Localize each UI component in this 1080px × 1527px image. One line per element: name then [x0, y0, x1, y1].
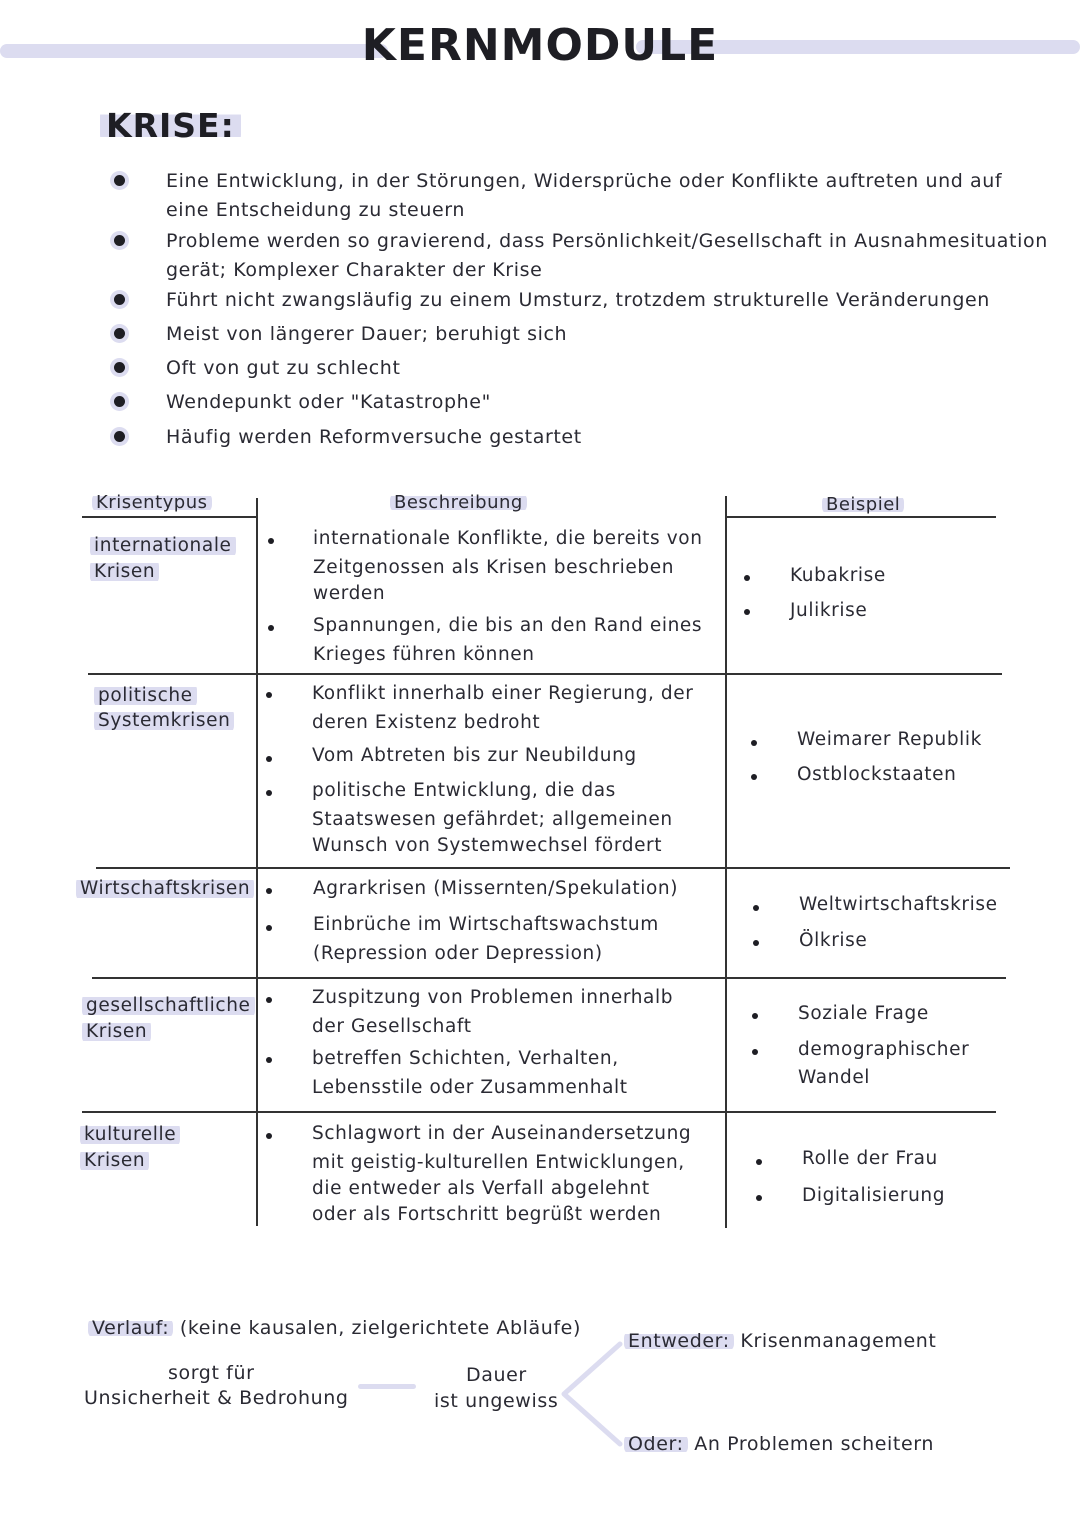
- row-example: Ölkrise: [799, 930, 868, 951]
- row-example: Wandel: [798, 1067, 871, 1088]
- row-description: betreffen Schichten, Verhalten,: [312, 1048, 619, 1069]
- row-example: Weltwirtschaftskrise: [799, 894, 998, 915]
- bullet-icon: [266, 1133, 272, 1139]
- row-type: Systemkrisen: [94, 707, 234, 734]
- row-description: Wunsch von Systemwechsel fördert: [312, 835, 663, 856]
- list-item-text: Führt nicht zwangsläufig zu einem Umsturz, trotzdem strukturelle Veränderungen: [166, 289, 990, 311]
- bullet-icon: [756, 1159, 762, 1165]
- bullet-icon: [753, 940, 759, 946]
- bullet-icon: [114, 396, 125, 407]
- bullet-icon: [744, 575, 750, 581]
- row-description: internationale Konflikte, die bereits von: [313, 528, 703, 549]
- row-description: politische Entwicklung, die das: [312, 780, 616, 801]
- list-item-text: Oft von gut zu schlecht: [166, 357, 401, 379]
- row-description: Krieges führen können: [313, 644, 535, 665]
- bullet-icon: [266, 925, 272, 931]
- row-description: werden: [313, 583, 386, 604]
- branch-arrow: [560, 1338, 630, 1450]
- row-example: Soziale Frage: [798, 1003, 929, 1024]
- bullet-icon: [751, 740, 757, 746]
- branch-lines: [564, 1344, 620, 1444]
- row-example: Digitalisierung: [802, 1185, 946, 1206]
- list-item-text: gerät; Komplexer Charakter der Krise: [166, 259, 543, 281]
- section-title: KRISE:: [100, 106, 241, 145]
- bullet-icon: [268, 538, 274, 544]
- column-header-description: Beschreibung: [390, 492, 527, 513]
- option-2: [624, 1433, 934, 1455]
- row-example: Rolle der Frau: [802, 1148, 938, 1169]
- row-description: Staatswesen gefährdet; allgemeinen: [312, 809, 673, 830]
- list-item-text: Wendepunkt oder "Katastrophe": [166, 391, 491, 413]
- bullet-icon: [756, 1195, 762, 1201]
- bullet-icon: [266, 692, 272, 698]
- header-line-left: [82, 516, 258, 518]
- bullet-icon: [114, 294, 125, 305]
- row-type: gesellschaftliche: [82, 992, 255, 1019]
- row-example: Ostblockstaaten: [797, 764, 957, 785]
- bullet-icon: [114, 235, 125, 246]
- column-divider-right: [725, 496, 727, 1228]
- column-header-example: Beispiel: [822, 494, 904, 515]
- option-1-text: Krisenmanagement: [740, 1330, 937, 1352]
- row-description: Konflikt innerhalb einer Regierung, der: [312, 683, 694, 704]
- row-description: die entweder als Verfall abgelehnt: [312, 1178, 650, 1199]
- verlauf-middle-line1: Dauer: [466, 1364, 527, 1386]
- row-divider: [88, 673, 1002, 675]
- row-description: deren Existenz bedroht: [312, 712, 541, 733]
- list-item-text: Probleme werden so gravierend, dass Persönlichkeit/Gesellschaft in Ausnahmesituation: [166, 230, 1048, 252]
- row-divider: [96, 867, 1010, 869]
- header-line-right: [726, 516, 996, 518]
- row-type: internationale: [90, 532, 236, 559]
- page-title: KERNMODULE: [361, 20, 719, 71]
- column-divider-left: [256, 498, 258, 1226]
- option-2-label: Oder:: [624, 1433, 688, 1455]
- row-description: Schlagwort in der Auseinandersetzung: [312, 1123, 692, 1144]
- row-description: Einbrüche im Wirtschaftswachstum: [313, 914, 659, 935]
- row-description: mit geistig-kulturellen Entwicklungen,: [312, 1152, 685, 1173]
- row-type: Wirtschaftskrisen: [76, 875, 254, 902]
- row-example: Kubakrise: [790, 565, 886, 586]
- verlauf-label: Verlauf:: [88, 1317, 173, 1339]
- option-1: [624, 1330, 936, 1352]
- verlauf-middle-line2: ist ungewiss: [434, 1390, 559, 1412]
- row-type: kulturelle: [80, 1121, 180, 1148]
- connector-line: [358, 1384, 416, 1389]
- row-type: Krisen: [80, 1147, 149, 1174]
- row-type: Krisen: [90, 558, 159, 585]
- row-type: Krisen: [82, 1018, 151, 1045]
- bullet-icon: [751, 774, 757, 780]
- row-example: Weimarer Republik: [797, 729, 982, 750]
- bullet-icon: [744, 609, 750, 615]
- option-1-label: Entweder:: [624, 1330, 734, 1352]
- bullet-icon: [266, 1057, 272, 1063]
- row-example: Julikrise: [790, 600, 868, 621]
- column-header-type: Krisentypus: [92, 492, 212, 513]
- row-description: Lebensstile oder Zusammenhalt: [312, 1077, 628, 1098]
- bullet-icon: [266, 997, 272, 1003]
- bullet-icon: [753, 905, 759, 911]
- row-description: Zuspitzung von Problemen innerhalb: [312, 987, 674, 1008]
- row-description: Spannungen, die bis an den Rand eines: [313, 615, 703, 636]
- list-item-text: eine Entscheidung zu steuern: [166, 199, 465, 221]
- bullet-icon: [114, 362, 125, 373]
- bullet-icon: [114, 431, 125, 442]
- row-divider: [92, 977, 1006, 979]
- row-description: oder als Fortschritt begrüßt werden: [312, 1204, 662, 1225]
- row-description: Zeitgenossen als Krisen beschrieben: [313, 557, 675, 578]
- bullet-icon: [266, 790, 272, 796]
- row-example: demographischer: [798, 1039, 970, 1060]
- verlauf-heading: [88, 1317, 581, 1339]
- row-description: der Gesellschaft: [312, 1016, 472, 1037]
- row-description: (Repression oder Depression): [313, 943, 603, 964]
- verlauf-left-line2: Unsicherheit & Bedrohung: [84, 1387, 349, 1409]
- row-description: Vom Abtreten bis zur Neubildung: [312, 745, 637, 766]
- bullet-icon: [752, 1049, 758, 1055]
- bullet-icon: [114, 175, 125, 186]
- bullet-icon: [114, 328, 125, 339]
- option-2-text: An Problemen scheitern: [694, 1433, 934, 1455]
- bullet-icon: [752, 1013, 758, 1019]
- list-item-text: Meist von längerer Dauer; beruhigt sich: [166, 323, 568, 345]
- bullet-icon: [266, 888, 272, 894]
- bullet-icon: [266, 756, 272, 762]
- row-type: politische: [94, 682, 197, 709]
- verlauf-left-line1: sorgt für: [168, 1362, 255, 1384]
- row-description: Agrarkrisen (Missernten/Spekulation): [313, 878, 679, 899]
- bullet-icon: [268, 625, 274, 631]
- verlauf-note: (keine kausalen, zielgerichtete Abläufe): [179, 1317, 581, 1339]
- list-item-text: Häufig werden Reformversuche gestartet: [166, 426, 582, 448]
- row-divider: [82, 1111, 996, 1113]
- list-item-text: Eine Entwicklung, in der Störungen, Widersprüche oder Konflikte auftreten und auf: [166, 170, 1003, 192]
